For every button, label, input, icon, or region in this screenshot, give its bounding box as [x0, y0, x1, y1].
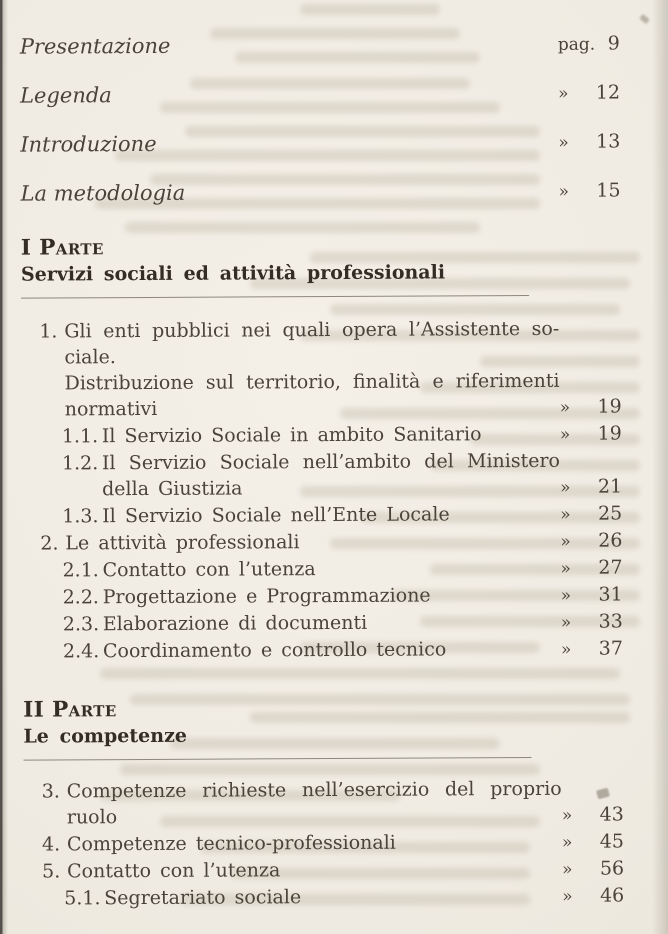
page-ref: [560, 393, 622, 420]
entry-row: [23, 635, 623, 665]
page-number: 46: [600, 884, 625, 907]
entry-text: Contatto con l’utenza: [67, 859, 281, 883]
page-number: 31: [598, 583, 623, 606]
toc-row: [20, 128, 620, 158]
entry-row: [21, 341, 621, 370]
entry-number: 5.1.: [64, 887, 101, 910]
entry-text: ciale.: [64, 346, 116, 369]
entry-number: 3.: [41, 780, 60, 803]
entry-row: [24, 775, 624, 804]
part-section-1: [21, 232, 623, 665]
page-marker: »: [557, 83, 569, 104]
page-ref: [561, 581, 623, 608]
entry-text: Il Servizio Sociale nell’ambito del Ministero: [101, 449, 561, 475]
part-title: Le competenze: [23, 724, 187, 748]
page-number: 26: [598, 529, 623, 552]
entry-row: [22, 500, 622, 530]
entry-number: 1.3.: [62, 505, 99, 528]
entry-row: [24, 855, 624, 885]
entry-row: [22, 473, 622, 503]
page-ref: [559, 315, 621, 341]
entry-text: Il Servizio Sociale nell’Ente Locale: [102, 503, 450, 528]
page-marker: »: [558, 181, 570, 202]
page-ref: [562, 801, 624, 828]
page-number: 9: [607, 32, 620, 55]
entries-list: [24, 775, 625, 912]
part-section-2: [23, 694, 624, 912]
page-number: 15: [596, 179, 621, 202]
page-marker: »: [561, 805, 573, 826]
entry-text: della Giustizia: [102, 477, 243, 501]
page-ref: [562, 855, 624, 882]
entry-text: Distribuzione sul territorio, finalità e riferimenti: [64, 369, 560, 395]
entry-text: Coordinamento e controllo tecnico: [102, 638, 447, 663]
frontmatter-list: [20, 30, 621, 207]
page-number: 33: [598, 610, 623, 633]
page-marker: »: [558, 132, 569, 153]
page-marker: pag.: [557, 34, 596, 55]
entry-number: 1.1.: [61, 425, 99, 448]
part-kicker: II Parte: [23, 697, 117, 723]
entry-row: [21, 315, 621, 344]
entry-number: 2.3.: [62, 613, 100, 636]
page-number: 25: [598, 502, 623, 525]
entry-text: Le attività professionali: [65, 531, 300, 555]
page-ref: [562, 775, 624, 801]
page-marker: »: [560, 612, 572, 633]
page-ref: [561, 608, 623, 635]
toc-entry-label: Presentazione: [19, 33, 171, 59]
entry-text: Competenze richieste nell’esercizio del proprio: [66, 777, 562, 803]
entry-number: 2.2.: [62, 586, 100, 609]
entry-row: [22, 527, 622, 557]
toc-row: [20, 177, 620, 207]
entry-number: 1.: [39, 320, 58, 343]
entry-text: Gli enti pubblici nei quali opera l’Assistente so-: [64, 317, 560, 343]
page-number: 37: [598, 637, 624, 660]
entry-row: [22, 420, 622, 450]
page-ref: [559, 367, 621, 393]
page-marker: »: [562, 886, 573, 907]
page-ref: [558, 30, 620, 57]
page-marker: »: [560, 504, 571, 525]
entry-number: 5.: [42, 860, 61, 883]
entry-row: [24, 828, 624, 858]
entry-row: [24, 882, 624, 912]
entry-text: Segretariato sociale: [104, 886, 302, 910]
page-number: 13: [596, 130, 621, 153]
entry-text: normativi: [64, 397, 158, 421]
entry-row: [23, 608, 623, 638]
page-number: 21: [597, 475, 623, 498]
part-kicker: I Parte: [20, 235, 104, 261]
page-ref: [561, 635, 623, 662]
page-marker: »: [562, 859, 573, 880]
entry-number: 2.1.: [62, 559, 99, 582]
entries-list: [21, 315, 623, 665]
page-marker: »: [560, 477, 571, 498]
section-rule: [24, 757, 532, 761]
page-ref: [560, 527, 622, 554]
page-ref: [560, 447, 622, 473]
page-marker: »: [560, 558, 571, 579]
page-number: 45: [599, 830, 625, 853]
page-ref: [560, 473, 622, 500]
entry-row: [22, 393, 622, 423]
toc-entry-label: Legenda: [19, 83, 112, 108]
entry-number: 1.2.: [61, 452, 99, 475]
page-marker: »: [559, 424, 571, 445]
page-number: 19: [597, 422, 622, 445]
toc-row: [20, 30, 620, 60]
entry-row: [21, 367, 621, 396]
entry-text: Competenze tecnico-professionali: [66, 831, 396, 856]
page-ref: [560, 554, 622, 581]
entry-text: Il Servizio Sociale in ambito Sanitario: [101, 423, 482, 448]
page-number: 56: [599, 857, 625, 880]
page-marker: »: [561, 832, 573, 853]
page-ref: [559, 341, 621, 367]
page-marker: »: [560, 585, 572, 606]
page-marker: »: [560, 531, 571, 552]
page-ref: [558, 177, 620, 204]
page-ref: [558, 128, 620, 155]
page-ref: [560, 420, 622, 447]
entry-text: ruolo: [66, 806, 118, 829]
page-number: 19: [597, 395, 622, 418]
page-marker: »: [559, 397, 571, 418]
toc-row: [20, 79, 620, 109]
entry-row: [23, 581, 623, 611]
page-ref: [560, 500, 622, 527]
page-ref: [562, 828, 624, 855]
entry-text: Contatto con l’utenza: [102, 558, 316, 582]
page-number: 43: [599, 803, 624, 826]
toc-entry-label: La metodologia: [20, 180, 186, 206]
section-rule: [21, 295, 529, 299]
page-number: 12: [595, 81, 621, 104]
entry-text: Progettazione e Programmazione: [102, 584, 431, 609]
entry-row: [22, 554, 622, 584]
entry-row: [22, 447, 622, 476]
entry-number: 2.4.: [62, 640, 100, 663]
entry-text: Elaborazione di documenti: [102, 611, 368, 636]
page-ref: [562, 882, 624, 909]
toc-entry-label: Introduzione: [20, 131, 157, 157]
part-title: Servizi sociali ed attività professionali: [20, 261, 446, 286]
entry-number: 4.: [41, 833, 61, 856]
page-marker: »: [560, 639, 572, 660]
page-ref: [558, 79, 620, 106]
page-number: 27: [598, 556, 623, 579]
entry-row: [24, 801, 624, 831]
entry-number: 2.: [40, 532, 59, 555]
